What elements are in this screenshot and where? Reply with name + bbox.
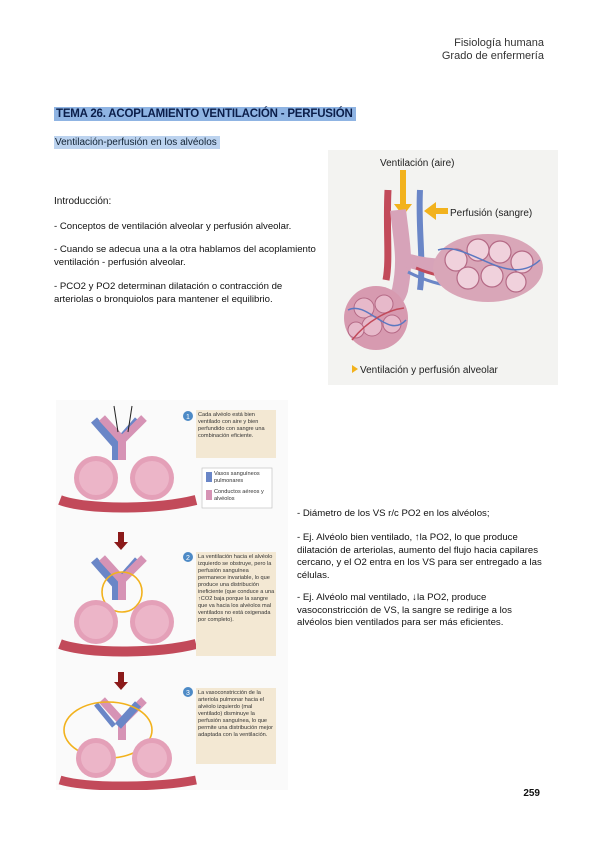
note-2: - Ej. Alvéolo bien ventilado, ↑la PO2, lo que produce dilatación de arteriolas, aumento del flujo hacia capilares cercano, y el O2 entra en los VS para ser entregado a las células. [297,532,542,581]
header-degree: Grado de enfermería [441,50,544,62]
label-ventilation: Ventilación (aire) [380,158,455,169]
figure1-caption: Ventilación y perfusión alveolar [360,365,498,376]
note-1: - Diámetro de los VS r/c PO2 en los alvéolos; [297,508,490,519]
svg-text:1: 1 [186,414,190,421]
step-3-text: La vasoconstricción de la arteriola pulmonar hacia el alvéolo izquierdo (mal ventilado) disminuye la perfusión sanguínea, lo que permite una distribución mejor adaptada con la ventilación. [198,690,273,738]
figure-ventilation-steps [56,400,288,790]
intro-point-2: - Cuando se adecua una a la otra hablamos del acoplamiento ventilación - perfusión alveolar. [54,244,316,268]
step-2-text: La ventilación hacia el alvéolo izquierdo se obstruye, pero la perfusión sanguínea permanece invariable, lo que produce una distribución ineficiente (que conduce a una ↑CO2 baja porque la sangre que va hacia los alvéolos mal ventilados no está oxigenada por completo). [198,554,275,623]
section-subtitle: Ventilación-perfusión en los alvéolos [54,136,220,149]
header-subject: Fisiología humana [454,37,544,49]
step-1-text: Cada alvéolo está bien ventilado con aire y bien perfundido con sangre una combinación eficiente. [198,412,265,439]
svg-text:3: 3 [186,690,190,697]
label-perfusion: Perfusión (sangre) [450,208,533,219]
svg-text:2: 2 [186,555,190,562]
legend-vessels: Vasos sanguíneos pulmonares [214,471,260,484]
alveoli-cluster-left [344,286,408,350]
page-number: 259 [523,788,540,799]
note-3: - Ej. Alvéolo mal ventilado, ↓la PO2, produce vasoconstricción de VS, la sangre se redirige a los alvéolos bien ventilados para ser más eficientes. [297,592,512,628]
figure-ventilation-perfusion [328,150,558,385]
intro-heading: Introducción: [54,196,112,207]
intro-point-3: - PCO2 y PO2 determinan dilatación o contracción de arteriolas o bronquiolos para mantener el equilibrio. [54,281,283,305]
legend-airways: Conductos aéreos y alvéolos [214,489,264,502]
intro-point-1: - Conceptos de ventilación alveolar y perfusión alveolar. [54,221,292,232]
page-title: TEMA 26. ACOPLAMIENTO VENTILACIÓN - PERFUSIÓN [54,107,356,121]
alveoli-cluster-right [433,234,543,302]
